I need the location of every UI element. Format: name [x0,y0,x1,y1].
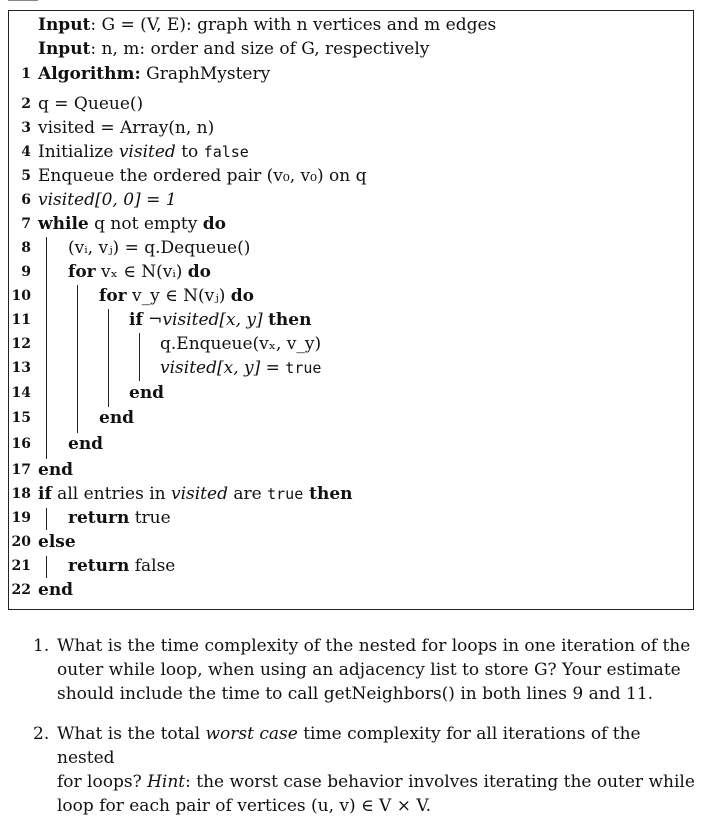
line-number: 22 [11,582,31,598]
code-text: are [227,484,268,504]
question-1-line: outer while loop, when using an adjacency list to store G? Your estimate [57,660,681,680]
literal: true [285,359,322,377]
input-text: : n, m: order and size of G, respectively [90,39,430,59]
code-text: visited[x, y] = [160,358,286,378]
keyword: then [268,310,312,330]
code-text: q.Enqueue(vₓ, v_y) [160,334,322,354]
variable: visited [170,484,228,504]
keyword: if [129,310,143,330]
for-outer-block-rule [77,285,78,433]
question-text: time complexity for all iterations of the nested [57,724,641,768]
while-block-rule [46,237,47,459]
line-number: 3 [21,120,31,136]
question-text: : the worst case behavior involves iterating the outer while [185,772,695,792]
line-number: 14 [11,385,31,401]
line-number: 10 [11,288,31,304]
keyword: end [129,383,165,403]
code-text: (vᵢ, vⱼ) = q.Dequeue() [68,238,251,258]
line-number: 5 [21,168,31,184]
code-text: true [129,508,171,528]
for-inner-block-rule [108,309,109,407]
keyword: do [187,262,212,282]
input-label: Input [38,39,91,59]
line-number: 18 [11,486,31,502]
line-number: 21 [11,558,31,574]
literal: true [267,485,304,503]
question-text: for loops? [57,772,148,792]
keyword: end [38,460,74,480]
variable: visited [118,142,176,162]
line-number: 19 [11,510,31,526]
line-number: 9 [21,264,31,280]
keyword: then [303,484,353,504]
question-1-line: What is the time complexity of the nested for loops in one iteration of the [57,636,691,656]
line-number: 12 [11,336,31,352]
code-text: visited[0, 0] = 1 [38,190,177,210]
keyword: end [99,408,135,428]
code-text: ¬visited[x, y] [142,310,269,330]
code-text: vₓ ∈ N(vᵢ) [95,262,188,282]
if-block-rule [139,333,140,381]
question-emphasis: Hint [147,772,186,792]
algorithm-name: GraphMystery [140,64,271,84]
code-text: to [175,142,204,162]
input-text: : G = (V, E): graph with n vertices and m edges [90,15,497,35]
line-number: 13 [11,360,31,376]
line-number: 16 [11,436,31,452]
code-text: all entries in [51,484,171,504]
line-number: 1 [21,66,31,82]
top-edge-mark [8,0,38,4]
line-number: 4 [21,144,31,160]
code-text: v_y ∈ N(vⱼ) [126,286,231,306]
line-number: 20 [11,534,31,550]
keyword: for [68,262,96,282]
question-2-line: loop for each pair of vertices (u, v) ∈ V × V. [57,796,432,816]
keyword: end [68,434,104,454]
code-text: q = Queue() [38,94,144,114]
question-2 [57,722,697,818]
then-block-rule [46,508,47,530]
question-text: What is the total [57,724,206,744]
keyword: while [38,214,89,234]
code-text: Initialize [38,142,119,162]
code-text: Enqueue the ordered pair (v₀, v₀) on q [38,166,367,186]
keyword: end [38,580,74,600]
question-1-line: should include the time to call getNeighbors() in both lines 9 and 11. [57,684,654,704]
line-number: 6 [21,192,31,208]
line-number: 2 [21,96,31,112]
line-number: 15 [11,410,31,426]
keyword: do [230,286,254,306]
question-1-number: 1. [33,636,50,656]
keyword: return [68,508,130,528]
literal: false [203,143,249,161]
question-2-line [57,722,697,770]
keyword: if [38,484,52,504]
else-block-rule [46,556,47,578]
code-text: q not empty [88,214,203,234]
question-emphasis: worst case [205,724,298,744]
line-number: 7 [21,216,31,232]
code-text: false [129,556,176,576]
question-2-line [57,770,697,794]
question-2-number: 2. [33,724,50,744]
keyword: do [202,214,226,234]
input-label: Input [38,15,91,35]
keyword: return [68,556,130,576]
question-1 [57,634,697,706]
keyword: Algorithm: [38,64,141,84]
line-number: 8 [21,240,31,256]
line-number: 17 [11,462,31,478]
algorithm-box [8,10,694,610]
line-number: 11 [11,312,31,328]
keyword: for [99,286,127,306]
keyword: else [38,532,76,552]
code-text: visited = Array(n, n) [38,118,215,138]
